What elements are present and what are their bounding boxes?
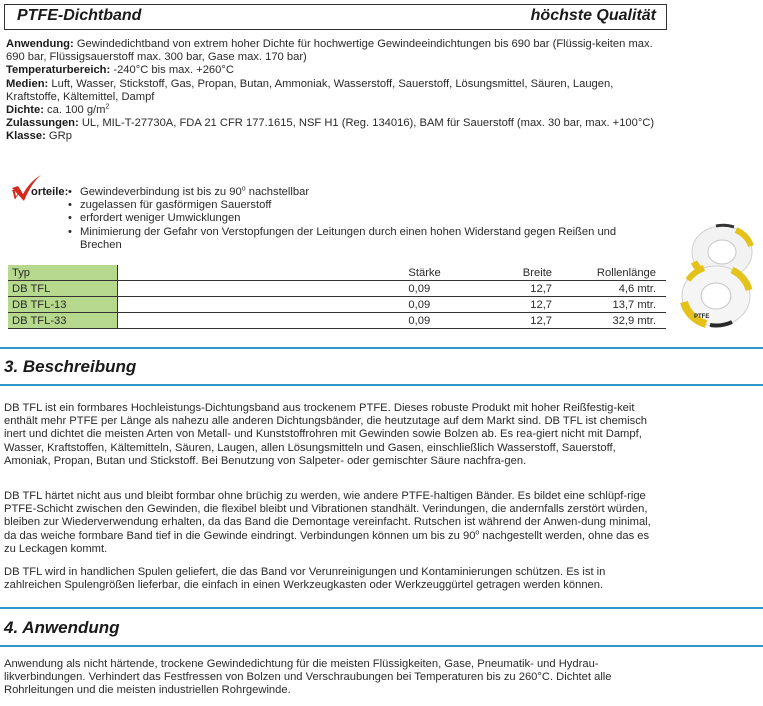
spec-block [6,38,666,144]
product-table [8,265,666,329]
section-divider [0,347,763,349]
spec-anwendung: Anwendung: Gewindedichtband von extrem hoher Dichte für hochwertige Gewindeeindichtungen bis 690 bar (Flüssig-keiten max. 690 bar, Flüssigsauerstoff max. 300 bar, Gase max. 170 bar) [6,38,653,64]
anwendung-paragraph: Anwendung als nicht härtende, trockene Gewindedichtung für die meisten Flüssigkeiten, Gase, Pneumatik- und Hydrau-likverbindungen. Verhindert das Festfressen von Bolzen und Verschraubungen bei Temperaturen bis zu 260°C. Dichtet alle Rohrleitungen und die meisten industriellen Rohrgewinde. [4,658,612,697]
vorteile-label: orteile: [31,186,69,198]
col-staerke: Stärke [118,265,499,281]
beschreibung-paragraph-2: DB TFL härtet nicht aus und bleibt formbar ohne brüchig zu werden, wie andere PTFE-haltigen Bänder. Es bildet eine schlüpf-rige PTFE-Schicht zwischen den Gewinden, die flexibel bleibt und Vibrationen standhält. Verindungen, die andernfalls zerstört würden, bleiben zur Wiederverwendung erhalten, da das Band die Demontage vereinfacht. Rutschen ist während der Anwen-dung minimal, da das weiche formbare Band tief in die Gewinde eindringt. Verbindungen können um bis zu 90$^o$ nachgestellt werden, ohne das es zu Leckagen kommt. [4,490,651,555]
product-title: PTFE-Dichtband [17,7,142,24]
table-row: DB TFL 0,09 12,7 4,6 mtr. [8,281,666,297]
section-divider [0,607,763,609]
section-title-anwendung: 4. Anwendung [4,618,120,637]
quality-label: höchste Qualität [530,7,656,24]
list-item: • erfordert weniger Umwicklungen [68,212,658,225]
col-breite: Breite [499,265,592,281]
vorteile-v-letter: V [11,188,21,202]
table-row: DB TFL-33 0,09 12,7 32,9 mtr. [8,313,666,329]
table-header-row [8,265,666,281]
spec-dichte: Dichte: ca. 100 $g/m^2$ [6,103,110,117]
vorteile-list [68,186,658,252]
beschreibung-paragraph-1: DB TFL ist ein formbares Hochleistungs-Dichtungsband aus trockenem PTFE. Dieses robuste Produkt mit hoher Reißfestig-keit enthält mehr PTFE per Länge als nahezu alle anderen Dichtungsbänder, die heutzutage auf dem Markt sind. DB TFL ist chemisch inert und dichtet die meisten Arten von Metall- und Kunststoffrohren mit Gewinden sowie Bolzen ab. Es rea-giert nicht mit Dampf, Wasser, Kraftstoffen, Kältemitteln, Säuren, Laugen, allen Lösungsmitteln und Gasen, einschließlich Wasserstoff, Sauerstoff, Amoniak, Propan, Butan und Stickstoff. Bei Benutzung von Salpeter- oder gemischter Säure nachfra-gen. [4,402,648,467]
table-row: DB TFL-13 0,09 12,7 13,7 mtr. [8,297,666,313]
spec-zulassungen: Zulassungen: UL, MIL-T-27730A, FDA 21 CFR 177.1615, NSF H1 (Reg. 134016), BAM für Sauerstoff (max. 30 bar, max. +100°C) [6,117,655,130]
ptfe-tape-roll-image [676,212,762,338]
list-item: • Gewindeverbindung ist bis zu 90$^o$ nachstellbar [68,186,658,199]
spec-klasse: Klasse: GRp [6,130,72,143]
list-item: • zugelassen für gasförmigen Sauerstoff [68,199,658,212]
col-rollenlaenge: Rollenlänge [592,265,666,281]
section-divider [0,384,763,386]
section-divider [0,645,763,647]
spec-medien: Medien: Luft, Wasser, Stickstoff, Gas, Propan, Butan, Ammoniak, Wasserstoff, Sauerstoff, Lösungsmittel, Säuren, Laugen, Kraftstoffe, Kältemittel, Dampf [6,77,614,103]
section-title-beschreibung: 3. Beschreibung [4,357,137,376]
tape-roll-label: PTFE [694,314,710,320]
spec-temperatur: Temperaturbereich: -240°C bis max. +260°C [6,64,234,77]
product-header [4,4,667,30]
beschreibung-paragraph-3: DB TFL wird in handlichen Spulen geliefert, die das Band vor Verunreinigungen und Kontaminierungen schützen. Es ist in zahlreichen Spulengrößen lieferbar, die einfach in einen Werkzeugkasten oder Werkzeuggürtel getragen werden können. [4,566,606,592]
list-item: • Minimierung der Gefahr von Verstopfungen der Leitungen durch einen hohen Widerstand gegen Reißen und Brechen [68,226,658,252]
col-typ: Typ [8,265,118,281]
